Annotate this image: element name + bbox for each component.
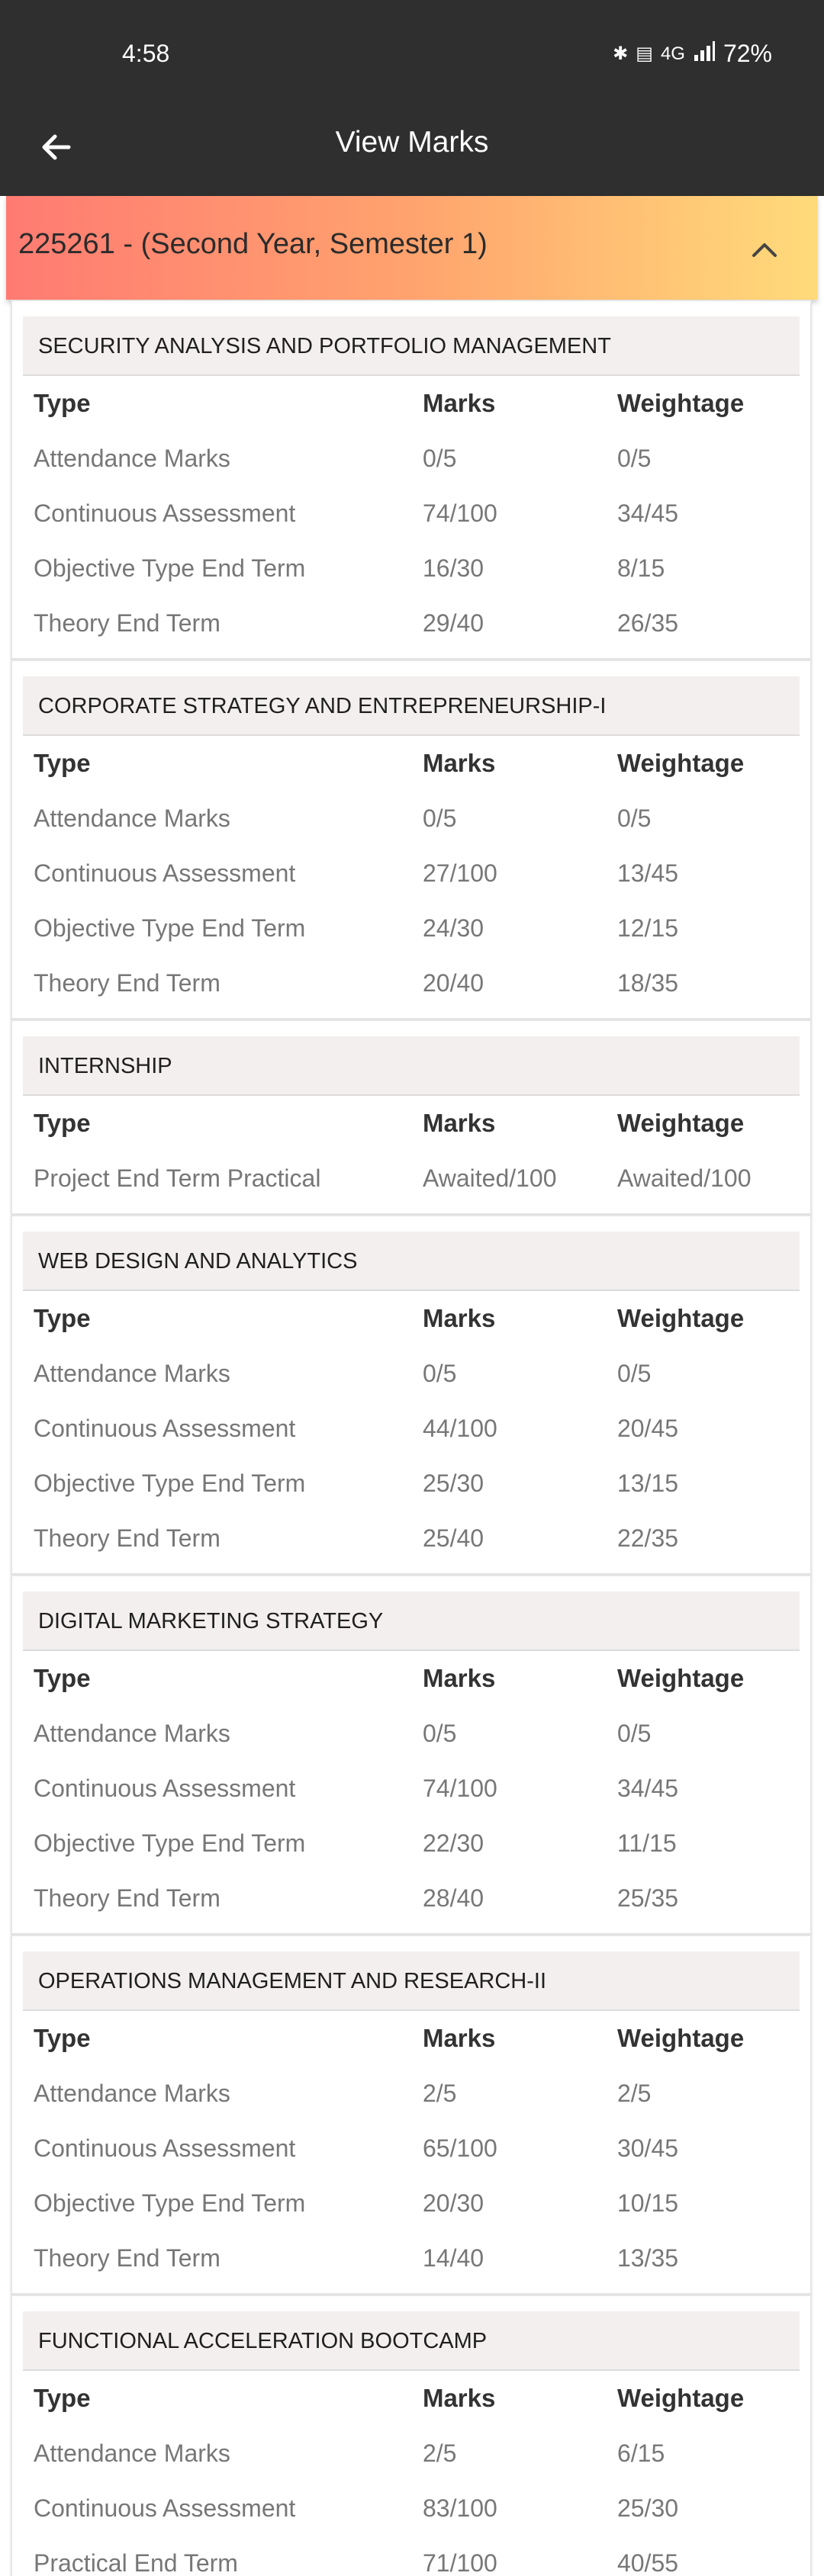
cell-weightage: 34/45 — [616, 499, 679, 527]
course-title: DIGITAL MARKETING STRATEGY — [23, 1592, 800, 1651]
cell-marks: 0/5 — [422, 1359, 457, 1387]
cell-marks: 22/30 — [422, 1829, 484, 1857]
cell-type: Attendance Marks — [34, 1719, 230, 1747]
table-header-row — [23, 736, 800, 791]
column-header-type: Type — [34, 1304, 91, 1332]
table-header-row — [23, 1096, 800, 1151]
column-header-marks: Marks — [422, 2024, 496, 2052]
table-header-row — [23, 1291, 800, 1346]
course-card — [11, 2295, 812, 2576]
cell-weightage: 12/15 — [616, 914, 679, 942]
cell-type: Continuous Assessment — [34, 859, 296, 887]
table-header-row — [23, 376, 800, 431]
marks-list — [11, 300, 812, 2576]
cell-marks: 29/40 — [422, 609, 484, 637]
column-header-type: Type — [34, 389, 91, 417]
course-card — [11, 660, 812, 1020]
cell-weightage: 30/45 — [616, 2134, 679, 2162]
table-row — [23, 2481, 800, 2536]
column-header-type: Type — [34, 2384, 91, 2412]
cell-type: Objective Type End Term — [34, 2189, 306, 2217]
table-row — [23, 1761, 800, 1816]
cell-type: Practical End Term — [34, 2549, 238, 2576]
course-title: SECURITY ANALYSIS AND PORTFOLIO MANAGEMENT — [23, 316, 800, 376]
cell-weightage: 10/15 — [616, 2189, 679, 2217]
table-row — [23, 1511, 800, 1566]
table-row — [23, 1401, 800, 1456]
column-header-marks: Marks — [422, 1664, 496, 1692]
table-row — [23, 2426, 800, 2481]
column-header-weightage: Weightage — [616, 1109, 745, 1137]
volte-icon: ▤ — [636, 43, 653, 64]
cell-weightage: 25/30 — [616, 2494, 679, 2522]
course-card — [11, 1215, 812, 1575]
bluetooth-icon: ✱ — [613, 43, 629, 64]
table-row — [23, 1816, 800, 1871]
cell-type: Continuous Assessment — [34, 1774, 296, 1802]
table-row — [23, 486, 800, 541]
table-row — [23, 901, 800, 956]
table-header-row — [23, 1651, 800, 1706]
cell-weightage: 6/15 — [616, 2439, 665, 2467]
cell-weightage: 0/5 — [616, 1719, 652, 1747]
cell-marks: 20/30 — [422, 2189, 484, 2217]
cell-type: Theory End Term — [34, 1884, 220, 1912]
cell-weightage: Awaited/100 — [616, 1164, 752, 1192]
cell-weightage: 11/15 — [616, 1829, 677, 1857]
app-bar — [0, 111, 824, 196]
cell-weightage: 0/5 — [616, 804, 652, 832]
cell-marks: 27/100 — [422, 859, 497, 887]
cell-marks: 0/5 — [422, 444, 457, 472]
cell-weightage: 13/35 — [616, 2244, 679, 2272]
cell-weightage: 25/35 — [616, 1884, 679, 1912]
column-header-weightage: Weightage — [616, 1304, 745, 1332]
page-title: View Marks — [335, 126, 489, 159]
column-header-weightage: Weightage — [616, 389, 745, 417]
course-title: FUNCTIONAL ACCELERATION BOOTCAMP — [23, 2311, 800, 2371]
cell-type: Objective Type End Term — [34, 1469, 306, 1497]
network-label: 4G — [660, 43, 685, 64]
table-row — [23, 2121, 800, 2176]
table-row — [23, 1871, 800, 1926]
cell-weightage: 0/5 — [616, 1359, 652, 1387]
cell-type: Attendance Marks — [34, 1359, 230, 1387]
cell-type: Attendance Marks — [34, 444, 230, 472]
cell-marks: 74/100 — [422, 499, 497, 527]
cell-marks: 83/100 — [422, 2494, 497, 2522]
cell-weightage: 40/55 — [616, 2549, 679, 2576]
cell-weightage: 13/15 — [616, 1469, 679, 1497]
cell-marks: 2/5 — [422, 2439, 457, 2467]
column-header-type: Type — [34, 1664, 91, 1692]
cell-marks: 20/40 — [422, 968, 484, 997]
column-header-marks: Marks — [422, 389, 496, 417]
cell-type: Objective Type End Term — [34, 914, 306, 942]
course-title: WEB DESIGN AND ANALYTICS — [23, 1232, 800, 1291]
cell-marks: 24/30 — [422, 914, 484, 942]
cell-type: Continuous Assessment — [34, 499, 296, 527]
cell-type: Theory End Term — [34, 1524, 220, 1552]
column-header-marks: Marks — [422, 1304, 496, 1332]
cell-weightage: 18/35 — [616, 968, 679, 997]
cell-weightage: 13/45 — [616, 859, 679, 887]
cell-marks: 65/100 — [422, 2134, 497, 2162]
cell-type: Theory End Term — [34, 968, 220, 997]
table-header-row — [23, 2011, 800, 2066]
column-header-type: Type — [34, 2024, 91, 2052]
column-header-weightage: Weightage — [616, 1664, 745, 1692]
semester-label: 225261 - (Second Year, Semester 1) — [18, 228, 488, 260]
cell-weightage: 0/5 — [616, 444, 652, 472]
column-header-type: Type — [34, 749, 91, 777]
table-row — [23, 541, 800, 596]
column-header-marks: Marks — [422, 2384, 496, 2412]
cell-marks: 0/5 — [422, 1719, 457, 1747]
chevron-up-icon[interactable] — [742, 226, 787, 272]
table-row — [23, 596, 800, 650]
column-header-marks: Marks — [422, 749, 496, 777]
cell-weightage: 2/5 — [616, 2079, 652, 2107]
course-title: INTERNSHIP — [23, 1036, 800, 1096]
cell-weightage: 26/35 — [616, 609, 679, 637]
course-card — [11, 1935, 812, 2295]
cell-type: Attendance Marks — [34, 804, 230, 832]
column-header-marks: Marks — [422, 1109, 496, 1137]
table-row — [23, 2176, 800, 2231]
cell-marks: 16/30 — [422, 554, 484, 582]
column-header-type: Type — [34, 1109, 91, 1137]
cell-weightage: 20/45 — [616, 1414, 679, 1442]
status-bar — [0, 0, 824, 111]
table-row — [23, 2066, 800, 2121]
cell-marks: 0/5 — [422, 804, 457, 832]
cell-type: Continuous Assessment — [34, 2134, 296, 2162]
course-card — [11, 1020, 812, 1215]
cell-weightage: 8/15 — [616, 554, 665, 582]
semester-accordion-header[interactable] — [6, 196, 818, 300]
cell-marks: 25/30 — [422, 1469, 484, 1497]
column-header-weightage: Weightage — [616, 2024, 745, 2052]
signal-icon — [693, 40, 716, 68]
table-row — [23, 2231, 800, 2285]
table-row — [23, 956, 800, 1010]
cell-type: Objective Type End Term — [34, 1829, 306, 1857]
cell-marks: Awaited/100 — [422, 1164, 557, 1192]
cell-marks: 71/100 — [422, 2549, 497, 2576]
cell-weightage: 34/45 — [616, 1774, 679, 1802]
table-row — [23, 431, 800, 486]
cell-type: Continuous Assessment — [34, 2494, 296, 2522]
course-card — [11, 1575, 812, 1935]
cell-marks: 28/40 — [422, 1884, 484, 1912]
cell-type: Objective Type End Term — [34, 554, 306, 582]
cell-marks: 44/100 — [422, 1414, 497, 1442]
battery-level: 72% — [723, 40, 772, 67]
cell-type: Theory End Term — [34, 609, 220, 637]
cell-type: Theory End Term — [34, 2244, 220, 2272]
cell-type: Continuous Assessment — [34, 1414, 296, 1442]
cell-type: Attendance Marks — [34, 2439, 230, 2467]
cell-marks: 2/5 — [422, 2079, 457, 2107]
course-card — [11, 300, 812, 660]
column-header-weightage: Weightage — [616, 2384, 745, 2412]
table-row — [23, 846, 800, 901]
cell-weightage: 22/35 — [616, 1524, 679, 1552]
table-row — [23, 1346, 800, 1401]
table-row — [23, 2536, 800, 2576]
status-icons — [613, 40, 772, 68]
course-title: CORPORATE STRATEGY AND ENTREPRENEURSHIP-I — [23, 676, 800, 736]
cell-type: Project End Term Practical — [34, 1164, 321, 1192]
table-row — [23, 791, 800, 846]
status-time: 4:58 — [122, 40, 170, 67]
cell-marks: 25/40 — [422, 1524, 484, 1552]
course-title: OPERATIONS MANAGEMENT AND RESEARCH-II — [23, 1951, 800, 2011]
cell-type: Attendance Marks — [34, 2079, 230, 2107]
table-header-row — [23, 2371, 800, 2426]
cell-marks: 14/40 — [422, 2244, 484, 2272]
table-row — [23, 1151, 800, 1206]
cell-marks: 74/100 — [422, 1774, 497, 1802]
table-row — [23, 1456, 800, 1511]
column-header-weightage: Weightage — [616, 749, 745, 777]
table-row — [23, 1706, 800, 1761]
